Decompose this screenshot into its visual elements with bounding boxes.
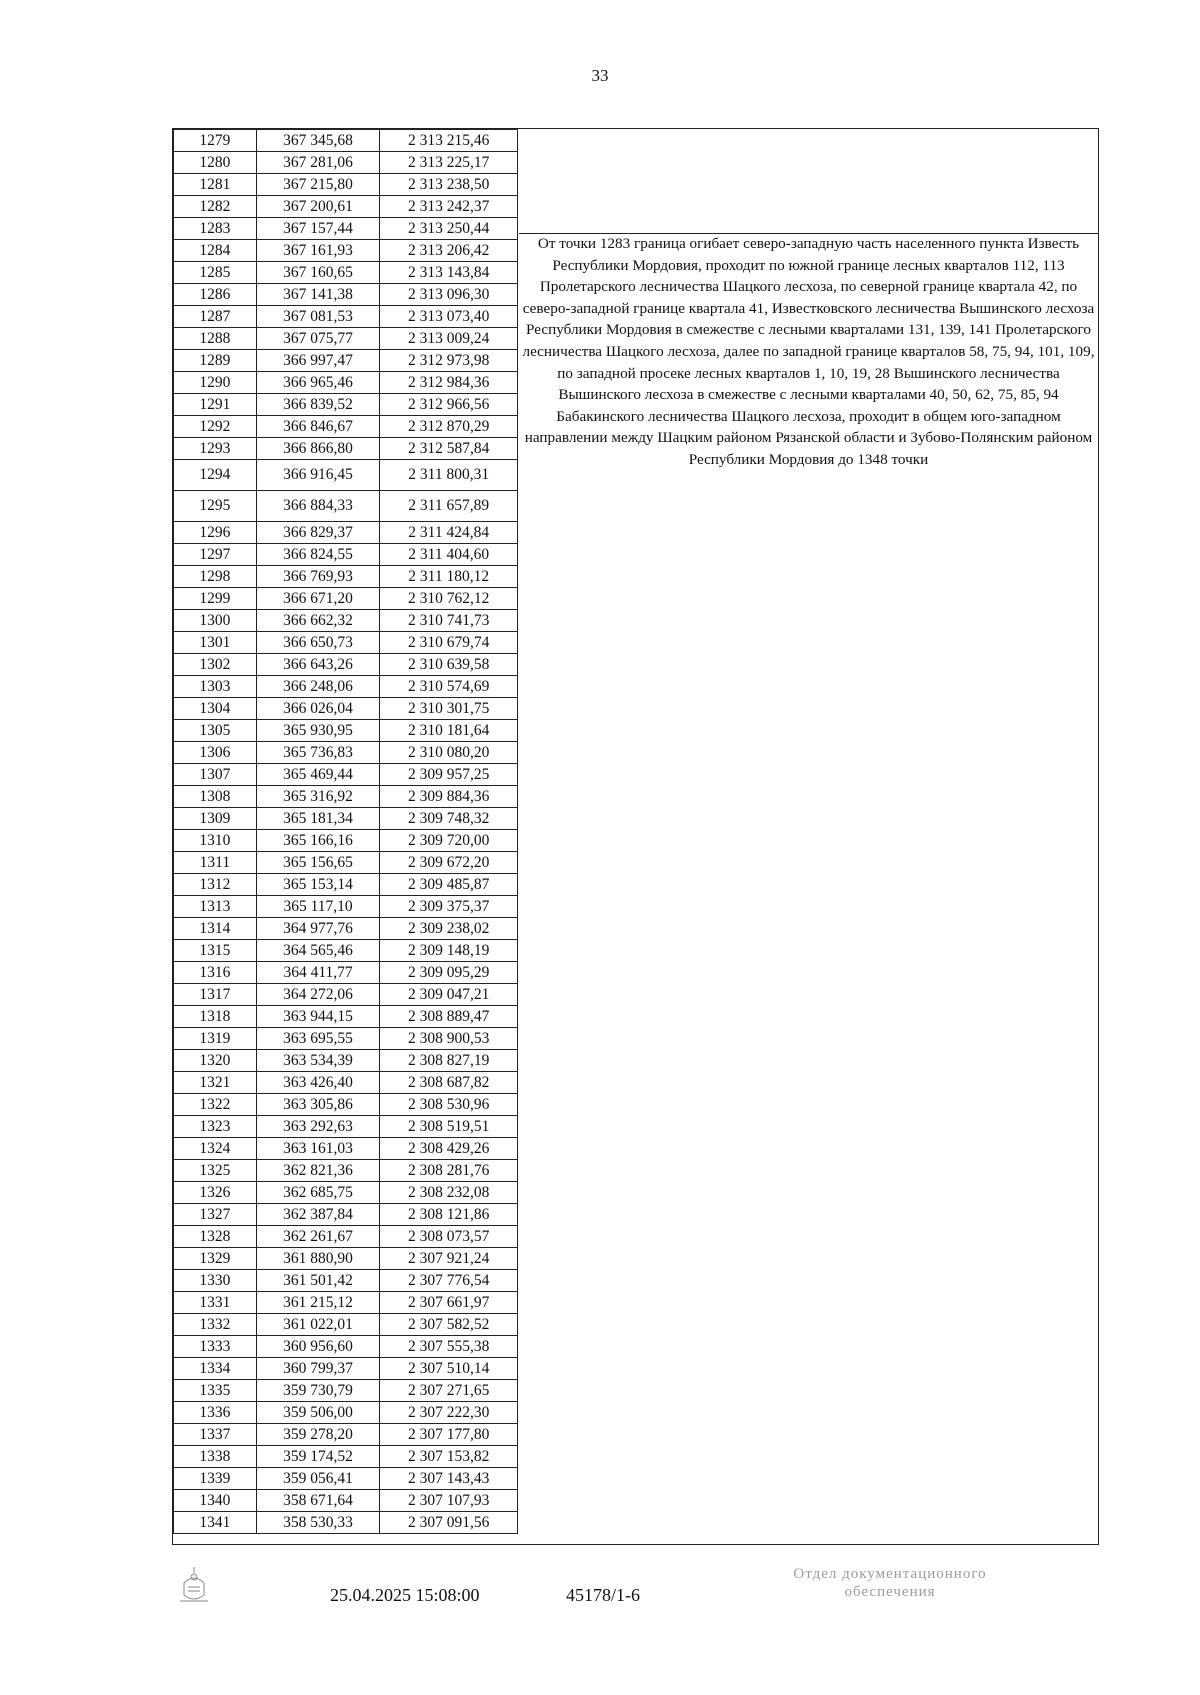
point-number: 1284	[174, 240, 257, 262]
point-number: 1328	[174, 1226, 257, 1248]
y-coordinate: 2 310 639,58	[380, 654, 518, 676]
x-coordinate: 363 292,63	[256, 1116, 380, 1138]
x-coordinate: 367 345,68	[256, 130, 380, 152]
x-coordinate: 363 426,40	[256, 1072, 380, 1094]
point-number: 1289	[174, 350, 257, 372]
x-coordinate: 362 821,36	[256, 1160, 380, 1182]
x-coordinate: 366 769,93	[256, 566, 380, 588]
point-number: 1334	[174, 1358, 257, 1380]
y-coordinate: 2 313 206,42	[380, 240, 518, 262]
table-row	[174, 218, 518, 240]
table-row	[174, 130, 518, 152]
y-coordinate: 2 308 121,86	[380, 1204, 518, 1226]
table-row	[174, 544, 518, 566]
table-row	[174, 1314, 518, 1336]
point-number: 1294	[174, 460, 257, 491]
x-coordinate: 363 161,03	[256, 1138, 380, 1160]
table-row	[174, 1380, 518, 1402]
table-row	[174, 1116, 518, 1138]
table-row	[174, 742, 518, 764]
x-coordinate: 362 685,75	[256, 1182, 380, 1204]
page-number: 33	[591, 66, 609, 85]
table-row	[174, 460, 518, 491]
table-row	[174, 698, 518, 720]
point-number: 1303	[174, 676, 257, 698]
point-number: 1302	[174, 654, 257, 676]
table-row	[174, 808, 518, 830]
y-coordinate: 2 308 889,47	[380, 1006, 518, 1028]
y-coordinate: 2 309 672,20	[380, 852, 518, 874]
x-coordinate: 360 799,37	[256, 1358, 380, 1380]
stamp-line-2: обеспечения	[844, 1584, 936, 1600]
y-coordinate: 2 308 429,26	[380, 1138, 518, 1160]
point-number: 1312	[174, 874, 257, 896]
y-coordinate: 2 307 661,97	[380, 1292, 518, 1314]
y-coordinate: 2 309 047,21	[380, 984, 518, 1006]
x-coordinate: 359 278,20	[256, 1424, 380, 1446]
coat-of-arms-icon	[176, 1565, 212, 1605]
y-coordinate: 2 310 762,12	[380, 588, 518, 610]
point-number: 1295	[174, 491, 257, 522]
x-coordinate: 366 248,06	[256, 676, 380, 698]
point-number: 1316	[174, 962, 257, 984]
x-coordinate: 365 736,83	[256, 742, 380, 764]
x-coordinate: 367 281,06	[256, 152, 380, 174]
x-coordinate: 365 153,14	[256, 874, 380, 896]
y-coordinate: 2 308 687,82	[380, 1072, 518, 1094]
table-row	[174, 394, 518, 416]
y-coordinate: 2 310 574,69	[380, 676, 518, 698]
x-coordinate: 361 880,90	[256, 1248, 380, 1270]
point-number: 1320	[174, 1050, 257, 1072]
table-row	[174, 522, 518, 544]
y-coordinate: 2 309 375,37	[380, 896, 518, 918]
y-coordinate: 2 311 404,60	[380, 544, 518, 566]
description-empty-cell	[519, 129, 1098, 234]
point-number: 1300	[174, 610, 257, 632]
x-coordinate: 365 117,10	[256, 896, 380, 918]
y-coordinate: 2 310 301,75	[380, 698, 518, 720]
point-number: 1307	[174, 764, 257, 786]
y-coordinate: 2 307 222,30	[380, 1402, 518, 1424]
y-coordinate: 2 310 741,73	[380, 610, 518, 632]
x-coordinate: 366 846,67	[256, 416, 380, 438]
point-number: 1315	[174, 940, 257, 962]
table-row	[174, 918, 518, 940]
point-number: 1323	[174, 1116, 257, 1138]
y-coordinate: 2 307 582,52	[380, 1314, 518, 1336]
x-coordinate: 362 387,84	[256, 1204, 380, 1226]
table-row	[174, 632, 518, 654]
y-coordinate: 2 308 827,19	[380, 1050, 518, 1072]
x-coordinate: 365 930,95	[256, 720, 380, 742]
table-row	[174, 1204, 518, 1226]
y-coordinate: 2 313 225,17	[380, 152, 518, 174]
y-coordinate: 2 311 800,31	[380, 460, 518, 491]
table-row	[174, 1446, 518, 1468]
table-row	[174, 874, 518, 896]
table-row	[174, 1006, 518, 1028]
table-row	[174, 240, 518, 262]
x-coordinate: 366 884,33	[256, 491, 380, 522]
table-row	[174, 174, 518, 196]
y-coordinate: 2 313 009,24	[380, 328, 518, 350]
x-coordinate: 367 161,93	[256, 240, 380, 262]
x-coordinate: 363 944,15	[256, 1006, 380, 1028]
table-row	[174, 1270, 518, 1292]
table-row	[174, 1512, 518, 1534]
x-coordinate: 359 506,00	[256, 1402, 380, 1424]
table-row	[174, 152, 518, 174]
table-row	[174, 1028, 518, 1050]
point-number: 1298	[174, 566, 257, 588]
y-coordinate: 2 309 748,32	[380, 808, 518, 830]
y-coordinate: 2 307 510,14	[380, 1358, 518, 1380]
x-coordinate: 364 565,46	[256, 940, 380, 962]
x-coordinate: 363 305,86	[256, 1094, 380, 1116]
point-number: 1301	[174, 632, 257, 654]
point-number: 1304	[174, 698, 257, 720]
y-coordinate: 2 307 177,80	[380, 1424, 518, 1446]
point-number: 1288	[174, 328, 257, 350]
point-number: 1281	[174, 174, 257, 196]
x-coordinate: 366 965,46	[256, 372, 380, 394]
point-number: 1333	[174, 1336, 257, 1358]
table-row	[174, 491, 518, 522]
x-coordinate: 365 316,92	[256, 786, 380, 808]
x-coordinate: 359 174,52	[256, 1446, 380, 1468]
x-coordinate: 366 839,52	[256, 394, 380, 416]
point-number: 1309	[174, 808, 257, 830]
x-coordinate: 363 695,55	[256, 1028, 380, 1050]
point-number: 1313	[174, 896, 257, 918]
point-number: 1324	[174, 1138, 257, 1160]
table-row	[174, 1094, 518, 1116]
point-number: 1337	[174, 1424, 257, 1446]
y-coordinate: 2 311 657,89	[380, 491, 518, 522]
point-number: 1318	[174, 1006, 257, 1028]
point-number: 1283	[174, 218, 257, 240]
point-number: 1325	[174, 1160, 257, 1182]
table-row	[174, 1490, 518, 1512]
y-coordinate: 2 309 884,36	[380, 786, 518, 808]
point-number: 1317	[174, 984, 257, 1006]
table-row	[174, 676, 518, 698]
table-row	[174, 438, 518, 460]
x-coordinate: 366 662,32	[256, 610, 380, 632]
point-number: 1335	[174, 1380, 257, 1402]
x-coordinate: 366 026,04	[256, 698, 380, 720]
coordinates-grid	[173, 129, 518, 1534]
y-coordinate: 2 309 485,87	[380, 874, 518, 896]
y-coordinate: 2 308 519,51	[380, 1116, 518, 1138]
y-coordinate: 2 312 966,56	[380, 394, 518, 416]
y-coordinate: 2 310 080,20	[380, 742, 518, 764]
x-coordinate: 358 671,64	[256, 1490, 380, 1512]
x-coordinate: 367 075,77	[256, 328, 380, 350]
point-number: 1311	[174, 852, 257, 874]
x-coordinate: 359 056,41	[256, 1468, 380, 1490]
y-coordinate: 2 313 238,50	[380, 174, 518, 196]
point-number: 1314	[174, 918, 257, 940]
table-row	[174, 306, 518, 328]
x-coordinate: 367 157,44	[256, 218, 380, 240]
table-row	[174, 284, 518, 306]
table-row	[174, 610, 518, 632]
x-coordinate: 361 501,42	[256, 1270, 380, 1292]
y-coordinate: 2 313 073,40	[380, 306, 518, 328]
coordinates-body	[174, 130, 518, 1534]
point-number: 1326	[174, 1182, 257, 1204]
x-coordinate: 367 141,38	[256, 284, 380, 306]
y-coordinate: 2 308 073,57	[380, 1226, 518, 1248]
x-coordinate: 366 650,73	[256, 632, 380, 654]
y-coordinate: 2 312 870,29	[380, 416, 518, 438]
point-number: 1329	[174, 1248, 257, 1270]
point-number: 1287	[174, 306, 257, 328]
point-number: 1279	[174, 130, 257, 152]
boundary-description: От точки 1283 граница огибает северо-западную часть населенного пункта Известь Республики Мордовия, проходит по южной границе лесных кварталов 112, 113 Пролетарского лесничества Шацкого лесхоза, по северной границе квартала 42, по северо-западной границе квартала 41, Известковского лесничества Вышинского лесхоза Республики Мордовия в смежестве с лесными кварталами 131, 139, 141 Пролетарского лесничества Шацкого лесхоза, далее по западной границе кварталов 58, 75, 94, 101, 109, по западной просеке лесных кварталов 1, 10, 19, 28 Вышинского лесничества Вышинского лесхоза в смежестве с лесными кварталами 40, 50, 62, 75, 85, 94 Бабакинского лесничества Шацкого лесхоза, проходит в общем юго-западном направлении между Шацким районом Рязанской области и Зубово-Полянским районом Республики Мордовия до 1348 точки	[522, 235, 1095, 468]
y-coordinate: 2 308 232,08	[380, 1182, 518, 1204]
y-coordinate: 2 309 095,29	[380, 962, 518, 984]
table-row	[174, 372, 518, 394]
y-coordinate: 2 310 679,74	[380, 632, 518, 654]
x-coordinate: 366 671,20	[256, 588, 380, 610]
y-coordinate: 2 312 587,84	[380, 438, 518, 460]
x-coordinate: 364 977,76	[256, 918, 380, 940]
x-coordinate: 364 411,77	[256, 962, 380, 984]
x-coordinate: 366 829,37	[256, 522, 380, 544]
x-coordinate: 365 181,34	[256, 808, 380, 830]
point-number: 1341	[174, 1512, 257, 1534]
point-number: 1292	[174, 416, 257, 438]
table-row	[174, 1468, 518, 1490]
point-number: 1290	[174, 372, 257, 394]
point-number: 1306	[174, 742, 257, 764]
table-row	[174, 962, 518, 984]
point-number: 1293	[174, 438, 257, 460]
y-coordinate: 2 308 900,53	[380, 1028, 518, 1050]
x-coordinate: 367 215,80	[256, 174, 380, 196]
y-coordinate: 2 307 776,54	[380, 1270, 518, 1292]
point-number: 1339	[174, 1468, 257, 1490]
y-coordinate: 2 313 096,30	[380, 284, 518, 306]
point-number: 1308	[174, 786, 257, 808]
x-coordinate: 364 272,06	[256, 984, 380, 1006]
point-number: 1305	[174, 720, 257, 742]
table-row	[174, 1160, 518, 1182]
table-row	[174, 1072, 518, 1094]
point-number: 1282	[174, 196, 257, 218]
table-row	[174, 1226, 518, 1248]
y-coordinate: 2 312 984,36	[380, 372, 518, 394]
table-row	[174, 1402, 518, 1424]
table-row	[174, 1248, 518, 1270]
table-row	[174, 1424, 518, 1446]
x-coordinate: 365 156,65	[256, 852, 380, 874]
y-coordinate: 2 307 153,82	[380, 1446, 518, 1468]
table-row	[174, 262, 518, 284]
table-row	[174, 720, 518, 742]
point-number: 1322	[174, 1094, 257, 1116]
x-coordinate: 361 022,01	[256, 1314, 380, 1336]
stamp-line-1: Отдел документационного	[793, 1566, 987, 1582]
y-coordinate: 2 310 181,64	[380, 720, 518, 742]
x-coordinate: 358 530,33	[256, 1512, 380, 1534]
y-coordinate: 2 309 148,19	[380, 940, 518, 962]
point-number: 1321	[174, 1072, 257, 1094]
x-coordinate: 366 866,80	[256, 438, 380, 460]
table-row	[174, 896, 518, 918]
table-row	[174, 852, 518, 874]
table-row	[174, 1336, 518, 1358]
table-row	[174, 654, 518, 676]
point-number: 1310	[174, 830, 257, 852]
table-row	[174, 1050, 518, 1072]
point-number: 1296	[174, 522, 257, 544]
point-number: 1285	[174, 262, 257, 284]
y-coordinate: 2 308 530,96	[380, 1094, 518, 1116]
point-number: 1297	[174, 544, 257, 566]
x-coordinate: 367 200,61	[256, 196, 380, 218]
y-coordinate: 2 308 281,76	[380, 1160, 518, 1182]
department-stamp	[740, 1565, 1040, 1601]
y-coordinate: 2 313 242,37	[380, 196, 518, 218]
point-number: 1286	[174, 284, 257, 306]
y-coordinate: 2 307 107,93	[380, 1490, 518, 1512]
point-number: 1291	[174, 394, 257, 416]
y-coordinate: 2 313 250,44	[380, 218, 518, 240]
point-number: 1280	[174, 152, 257, 174]
y-coordinate: 2 309 238,02	[380, 918, 518, 940]
table-row	[174, 416, 518, 438]
point-number: 1338	[174, 1446, 257, 1468]
x-coordinate: 365 166,16	[256, 830, 380, 852]
y-coordinate: 2 307 271,65	[380, 1380, 518, 1402]
y-coordinate: 2 309 957,25	[380, 764, 518, 786]
point-number: 1319	[174, 1028, 257, 1050]
x-coordinate: 366 916,45	[256, 460, 380, 491]
table-row	[174, 786, 518, 808]
y-coordinate: 2 313 215,46	[380, 130, 518, 152]
y-coordinate: 2 307 555,38	[380, 1336, 518, 1358]
point-number: 1336	[174, 1402, 257, 1424]
x-coordinate: 363 534,39	[256, 1050, 380, 1072]
table-row	[174, 350, 518, 372]
x-coordinate: 366 997,47	[256, 350, 380, 372]
table-row	[174, 328, 518, 350]
x-coordinate: 361 215,12	[256, 1292, 380, 1314]
x-coordinate: 362 261,67	[256, 1226, 380, 1248]
point-number: 1331	[174, 1292, 257, 1314]
y-coordinate: 2 307 143,43	[380, 1468, 518, 1490]
y-coordinate: 2 307 091,56	[380, 1512, 518, 1534]
coordinates-table	[172, 128, 1099, 1545]
table-row	[174, 1358, 518, 1380]
point-number: 1299	[174, 588, 257, 610]
table-row	[174, 940, 518, 962]
x-coordinate: 366 824,55	[256, 544, 380, 566]
x-coordinate: 366 643,26	[256, 654, 380, 676]
table-row	[174, 196, 518, 218]
table-row	[174, 830, 518, 852]
y-coordinate: 2 313 143,84	[380, 262, 518, 284]
y-coordinate: 2 307 921,24	[380, 1248, 518, 1270]
point-number: 1340	[174, 1490, 257, 1512]
point-number: 1332	[174, 1314, 257, 1336]
table-row	[174, 984, 518, 1006]
x-coordinate: 367 081,53	[256, 306, 380, 328]
y-coordinate: 2 311 180,12	[380, 566, 518, 588]
table-row	[174, 1292, 518, 1314]
y-coordinate: 2 312 973,98	[380, 350, 518, 372]
table-row	[174, 1182, 518, 1204]
footer-datetime: 25.04.2025 15:08:00	[330, 1585, 480, 1605]
x-coordinate: 365 469,44	[256, 764, 380, 786]
table-row	[174, 1138, 518, 1160]
point-number: 1330	[174, 1270, 257, 1292]
x-coordinate: 359 730,79	[256, 1380, 380, 1402]
y-coordinate: 2 311 424,84	[380, 522, 518, 544]
table-row	[174, 764, 518, 786]
x-coordinate: 360 956,60	[256, 1336, 380, 1358]
point-number: 1327	[174, 1204, 257, 1226]
y-coordinate: 2 309 720,00	[380, 830, 518, 852]
footer-doc-number: 45178/1-6	[566, 1585, 640, 1605]
table-row	[174, 566, 518, 588]
table-row	[174, 588, 518, 610]
x-coordinate: 367 160,65	[256, 262, 380, 284]
